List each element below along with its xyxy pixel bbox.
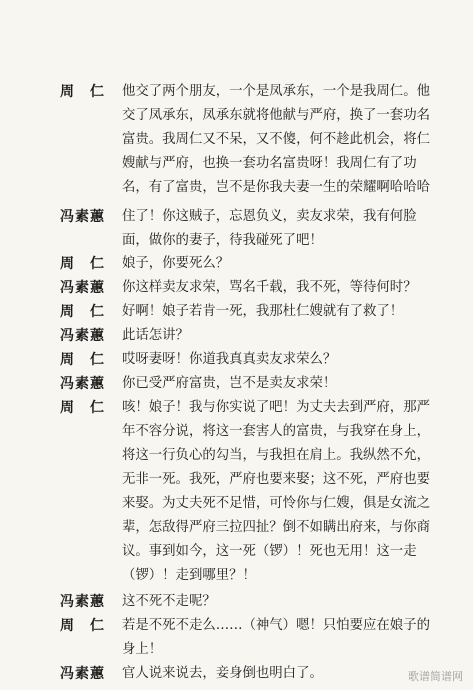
speech-line: 面，做你的妻子，待我碰死了吧！ bbox=[122, 233, 323, 248]
speech-line: 这不死不走呢？ bbox=[122, 594, 216, 609]
speech-line: 哎呀妻呀！你道我真真卖友求荣么？ bbox=[122, 352, 337, 367]
speaker-name: 冯素蕙 bbox=[60, 209, 105, 225]
speech-line: 名，有了富贵，岂不是你我夫妻一生的荣耀啊哈哈哈 bbox=[122, 180, 430, 195]
speech-line: 无非一死。我死，严府也要来娶；这不死，严府也要 bbox=[122, 472, 430, 487]
speech-line: 来娶。为丈夫死不足惜，可怜你与仁嫂，俱是女流之 bbox=[122, 496, 430, 511]
speech-line: 身上！ bbox=[122, 642, 163, 657]
speaker-name: 周 仁 bbox=[60, 304, 105, 320]
speaker-name: 冯素蕙 bbox=[60, 666, 105, 682]
speech-line: 你已受严府富贵，岂不是卖友求荣！ bbox=[122, 376, 337, 391]
speech-text bbox=[122, 276, 452, 300]
speech-line: 你这样卖友求荣，骂名千载，我不死，等待何时？ bbox=[122, 280, 417, 295]
speech-text bbox=[122, 396, 452, 588]
speech-text bbox=[122, 662, 452, 686]
speech-line: 年不容分说，将这一套害人的富贵，与我穿在身上， bbox=[122, 424, 430, 439]
speaker-name: 冯素蕙 bbox=[60, 280, 105, 296]
speech-text bbox=[122, 372, 452, 396]
speech-text bbox=[122, 80, 452, 200]
speech-line: 嫂献与严府，也换一套功名富贵呀！我周仁有了功 bbox=[122, 156, 417, 171]
speech-line: 此话怎讲？ bbox=[122, 328, 189, 343]
speech-line: 将这一行负心的勾当，与我担在肩上。我纵然不允， bbox=[122, 448, 430, 463]
speech-line: 咳！娘子！我与你实说了吧！为丈夫去到严府，那严 bbox=[122, 400, 430, 415]
watermark: 歌谱简谱网 bbox=[408, 670, 463, 683]
speaker-name: 周 仁 bbox=[60, 256, 105, 272]
speech-line: 娘子，你要死么？ bbox=[122, 256, 230, 271]
speaker-name: 冯素蕙 bbox=[60, 594, 105, 610]
speaker-name: 周 仁 bbox=[60, 400, 105, 416]
speech-text bbox=[122, 590, 452, 614]
speech-text bbox=[122, 252, 452, 276]
speech-text bbox=[122, 614, 452, 662]
speech-line: 住了！你这贼子，忘恩负义，卖友求荣，我有何脸 bbox=[122, 209, 417, 224]
speaker-name: 冯素蕙 bbox=[60, 376, 105, 392]
speaker-name: 周 仁 bbox=[60, 352, 105, 368]
speech-text bbox=[122, 300, 452, 324]
speech-text bbox=[122, 324, 452, 348]
speaker-name: 冯素蕙 bbox=[60, 328, 105, 344]
speech-line: （锣）！走到哪里？！ bbox=[122, 568, 256, 583]
speech-line: 富贵。我周仁又不呆，又不傻，何不趁此机会，将仁 bbox=[122, 132, 430, 147]
speech-text bbox=[122, 348, 452, 372]
speech-line: 他交了两个朋友，一个是凤承东，一个是我周仁。他 bbox=[122, 84, 430, 99]
speech-line: 官人说来说去，妾身倒也明白了。 bbox=[122, 666, 323, 681]
speaker-name: 周 仁 bbox=[60, 618, 105, 634]
speech-line: 若是不死不走么……（神气）嗯！只怕要应在娘子的 bbox=[122, 618, 430, 633]
speech-line: 议。事到如今，这一死（锣）！死也无用！这一走 bbox=[122, 544, 417, 559]
speech-line: 好啊！娘子若肯一死，我那杜仁嫂就有了救了！ bbox=[122, 304, 404, 319]
speech-line: 交了凤承东，凤承东就将他献与严府，换了一套功名 bbox=[122, 108, 430, 123]
speech-line: 辈，怎敌得严府三拉四扯？倒不如瞒出府来，与你商 bbox=[122, 520, 430, 535]
speech-text bbox=[122, 205, 452, 253]
speaker-name: 周 仁 bbox=[60, 84, 105, 100]
